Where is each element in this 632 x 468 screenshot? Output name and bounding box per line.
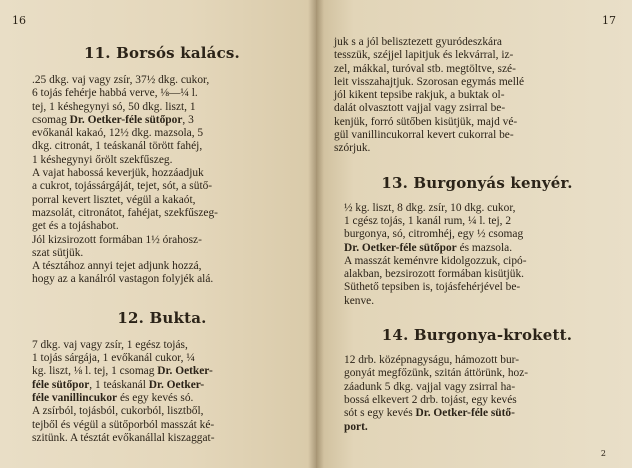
text-line: dkg. citronát, 1 teáskanál törött fahéj, bbox=[32, 140, 203, 153]
text-line: alakban, bezsirozott formában kisütjük. bbox=[344, 268, 524, 281]
text-line: féle vanillincukor és egy kevés só. bbox=[32, 391, 194, 404]
note-paragraph bbox=[22, 260, 302, 287]
recipe-title-burgonya-krokett: 14. Burgonya-krokett. bbox=[381, 326, 573, 345]
recipe-title-burgonyas-kenyer: 13. Burgonyás kenyér. bbox=[381, 173, 573, 192]
text-line: sót s egy kevés Dr. Oetker-féle sütő- bbox=[344, 407, 515, 420]
recipe-body-bukta bbox=[22, 339, 302, 445]
bukta-continuation bbox=[334, 36, 620, 156]
method-paragraph bbox=[334, 354, 620, 434]
method-paragraph bbox=[22, 167, 302, 233]
text-line: kenve. bbox=[344, 294, 375, 307]
text-line: tesszük, széjjel lapitjuk és lekvárral, iz- bbox=[334, 49, 514, 62]
text-line: Süthető tepsiben is, tojásfehérjével be- bbox=[344, 281, 521, 294]
text-line: zel, mákkal, turóval stb. megtöltve, szé- bbox=[334, 62, 516, 75]
text-line: mazsolát, citronátot, fahéjat, szekfűszeg- bbox=[32, 206, 218, 219]
text-line: A vajat habossá keverjük, hozzáadjuk bbox=[32, 167, 204, 180]
text-line: záadunk 5 dkg. vajjal vagy zsirral ha- bbox=[344, 380, 516, 393]
text-line: burgonya, só, citromhéj, egy ½ csomag bbox=[344, 228, 524, 241]
text-line: A tésztához annyi tejet adjunk hozzá, bbox=[32, 260, 202, 273]
text-line: leit visszahajtjuk. Szorosan egymás mellé bbox=[334, 75, 525, 88]
text-line: dalát olvasztott vajjal vagy zsirral be- bbox=[334, 102, 506, 115]
text-line: Jól kizsirozott formában 1½ órahosz- bbox=[32, 233, 202, 246]
text-line: a cukrot, tojássárgáját, tejet, sót, a sütő- bbox=[32, 180, 213, 193]
text-line: gonyát megfőzünk, szitán áttörünk, hoz- bbox=[344, 367, 529, 380]
baking-paragraph bbox=[22, 234, 302, 261]
text-line: A zsírból, tojásból, cukorból, lisztből, bbox=[32, 405, 204, 418]
text-line: Dr. Oetker-féle sütőpor és mazsola. bbox=[344, 241, 513, 254]
method-paragraph bbox=[334, 255, 620, 308]
ingredients-paragraph bbox=[22, 74, 302, 167]
text-line: féle sütőpor, 1 teáskanál Dr. Oetker- bbox=[32, 378, 205, 391]
method-paragraph bbox=[22, 405, 302, 445]
text-line: get és a tojáshabot. bbox=[32, 220, 119, 233]
text-line: kg. liszt, ⅛ l. tej, 1 csomag Dr. Oetker- bbox=[32, 365, 213, 378]
recipe-title-bukta: 12. Bukta. bbox=[117, 308, 207, 327]
text-line: A masszát keménvre kidolgozzuk, cipó- bbox=[344, 254, 527, 267]
ingredients-paragraph bbox=[22, 339, 302, 405]
text-line: evőkanál kakaó, 12½ dkg. mazsola, 5 bbox=[32, 127, 204, 140]
text-line: .25 dkg. vaj vagy zsír, 37½ dkg. cukor, bbox=[32, 74, 210, 86]
text-line: 1 cgész tojás, 1 kanál rum, ¼ l. tej, 2 bbox=[344, 214, 512, 227]
text-line: 12 drb. középnagyságu, hámozott bur- bbox=[344, 354, 520, 367]
text-line: szitünk. A tésztát evőkanállal kiszaggat- bbox=[32, 431, 215, 444]
text-line: juk s a jól belisztezett gyuródeszkára bbox=[334, 36, 502, 48]
page-number-right: 17 bbox=[602, 14, 616, 27]
text-line: tej, 1 késhegynyi só, 50 dkg. liszt, 1 bbox=[32, 100, 196, 113]
method-continuation-paragraph bbox=[334, 36, 620, 156]
text-line: 1 tojás sárgája, 1 evőkanál cukor, ¼ bbox=[32, 352, 195, 365]
text-line: csomag Dr. Oetker-féle sütőpor, 3 bbox=[32, 113, 194, 126]
text-line: hogy az a kanálról vastagon folyjék alá. bbox=[32, 273, 214, 286]
recipe-body-burgonya-krokett bbox=[334, 354, 620, 434]
text-line: 6 tojás fehérje habbá verve, ⅛—¼ l. bbox=[32, 87, 198, 100]
printer-signature-mark: 2 bbox=[600, 449, 606, 458]
text-line: szórjuk. bbox=[334, 142, 371, 155]
text-line: bossá elkevert 2 drb. tojást, egy kevés bbox=[344, 393, 517, 406]
text-line: 7 dkg. vaj vagy zsír, 1 egész tojás, bbox=[32, 338, 188, 351]
text-line: tejből és végül a sütőporból masszát ké- bbox=[32, 418, 215, 431]
text-line: porral kevert lisztet, végül a kakaót, bbox=[32, 193, 196, 206]
text-line: 1 késhegynyi őrölt szekfűszeg. bbox=[32, 153, 173, 166]
recipe-body-borsos-kalacs bbox=[22, 74, 302, 287]
recipe-body-burgonyas-kenyer bbox=[334, 202, 620, 308]
text-line: kenjük, forró sütőben kisütjük, majd vé- bbox=[334, 115, 518, 128]
text-line: port. bbox=[344, 420, 368, 433]
ingredients-paragraph bbox=[334, 202, 620, 255]
text-line: gül vanillincukorral kevert cukorral be- bbox=[334, 129, 514, 142]
recipe-title-borsos-kalacs: 11. Borsós kalács. bbox=[84, 44, 240, 62]
text-line: ½ kg. liszt, 8 dkg. zsír, 10 dkg. cukor, bbox=[344, 201, 516, 214]
page-number-left: 16 bbox=[12, 14, 26, 27]
text-line: jól kikent tepsibe rakjuk, a buktak ol- bbox=[334, 89, 505, 102]
text-line: szat sütjük. bbox=[32, 246, 84, 259]
right-page bbox=[316, 0, 632, 468]
